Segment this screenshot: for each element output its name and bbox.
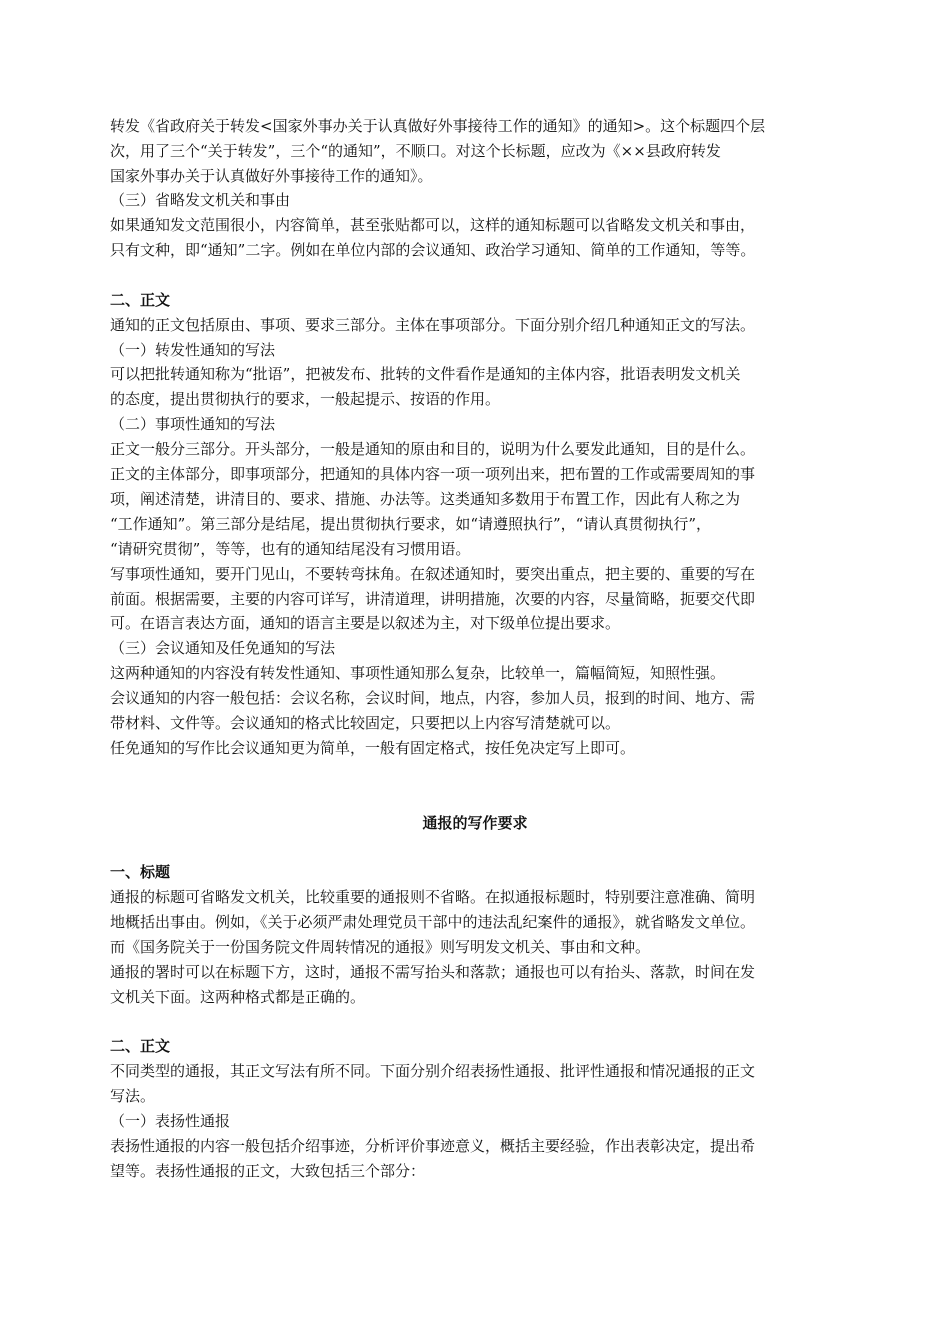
subheading: （三）省略发文机关和事由 — [110, 191, 291, 209]
section-heading: 二、正文 — [110, 291, 171, 309]
paragraph-line: 这两种通知的内容没有转发性通知、事项性通知那么复杂，比较单一，篇幅简短，知照性强。 — [110, 664, 726, 682]
paragraph-line: 通知的正文包括原由、事项、要求三部分。主体在事项部分。下面分别介绍几种通知正文的写法。 — [110, 316, 756, 334]
paragraph-line: 文机关下面。这两种格式都是正确的。 — [110, 988, 366, 1006]
subheading: （二）事项性通知的写法 — [110, 415, 276, 433]
paragraph-line: 带材料、文件等。会议通知的格式比较固定，只要把以上内容写清楚就可以。 — [110, 714, 621, 732]
paragraph-line: 可。在语言表达方面，通知的语言主要是以叙述为主，对下级单位提出要求。 — [110, 614, 621, 632]
paragraph-line: 正文一般分三部分。开头部分，一般是通知的原由和目的，说明为什么要发此通知，目的是什么。 — [110, 440, 756, 458]
paragraph-line: 次，用了三个“关于转发”，三个“的通知”，不顺口。对这个长标题，应改为《××县政府转发 — [110, 142, 721, 160]
paragraph-line: 可以把批转通知称为“批语”，把被发布、批转的文件看作是通知的主体内容，批语表明发文机关 — [110, 365, 741, 383]
paragraph-line: 不同类型的通报，其正文写法有所不同。下面分别介绍表扬性通报、批评性通报和情况通报的正文 — [110, 1062, 756, 1080]
paragraph-line: 前面。根据需要，主要的内容可详写，讲清道理，讲明措施，次要的内容，尽量简略，扼要交代即 — [110, 590, 756, 608]
paragraph-line: 项，阐述清楚，讲清目的、要求、措施、办法等。这类通知多数用于布置工作，因此有人称之为 — [110, 490, 741, 508]
paragraph-line: 如果通知发文范围很小，内容简单，甚至张贴都可以，这样的通知标题可以省略发文机关和事由， — [110, 216, 756, 234]
paragraph-line: 转发《省政府关于转发<国家外事办关于认真做好外事接待工作的通知》的通知>。这个标题四个层 — [110, 117, 766, 135]
paragraph-line: 只有文种，即“通知”二字。例如在单位内部的会议通知、政治学习通知、简单的工作通知，等等。 — [110, 241, 756, 259]
subheading: （三）会议通知及任免通知的写法 — [110, 639, 336, 657]
paragraph-line: 写事项性通知，要开门见山，不要转弯抹角。在叙述通知时，要突出重点，把主要的、重要的写在 — [110, 565, 756, 583]
paragraph-line: 正文的主体部分，即事项部分，把通知的具体内容一项一项列出来，把布置的工作或需要周知的事 — [110, 465, 756, 483]
paragraph-line: 而《国务院关于一份国务院文件周转情况的通报》则写明发文机关、事由和文种。 — [110, 938, 651, 956]
paragraph-line: 任免通知的写作比会议通知更为简单，一般有固定格式，按任免决定写上即可。 — [110, 739, 636, 757]
paragraph-line: 通报的标题可省略发文机关，比较重要的通报则不省略。在拟通报标题时，特别要注意准确、简明 — [110, 888, 756, 906]
paragraph-line: 表扬性通报的内容一般包括介绍事迹，分析评价事迹意义，概括主要经验，作出表彰决定，提出希 — [110, 1137, 756, 1155]
subheading: （一）表扬性通报 — [110, 1112, 231, 1130]
paragraph-line: 写法。 — [110, 1087, 156, 1105]
paragraph-line: 国家外事办关于认真做好外事接待工作的通知》。 — [110, 167, 433, 185]
document-title: 通报的写作要求 — [422, 814, 528, 832]
paragraph-line: “工作通知”。第三部分是结尾，提出贯彻执行要求，如“请遵照执行”，“请认真贯彻执行”， — [110, 515, 712, 533]
section-heading: 二、正文 — [110, 1037, 171, 1055]
paragraph-line: “请研究贯彻”，等等，也有的通知结尾没有习惯用语。 — [110, 540, 471, 558]
paragraph-line: 通报的署时可以在标题下方，这时，通报不需写抬头和落款；通报也可以有抬头、落款，时间在发 — [110, 963, 756, 981]
paragraph-line: 会议通知的内容一般包括：会议名称，会议时间，地点，内容，参加人员，报到的时间、地方、需 — [110, 689, 756, 707]
paragraph-line: 望等。表扬性通报的正文，大致包括三个部分： — [110, 1162, 426, 1180]
paragraph-line: 的态度，提出贯彻执行的要求，一般起提示、按语的作用。 — [110, 390, 501, 408]
subheading: （一）转发性通知的写法 — [110, 341, 276, 359]
paragraph-line: 地概括出事由。例如，《关于必须严肃处理党员干部中的违法乱纪案件的通报》，就省略发文单位。 — [110, 913, 756, 931]
section-heading: 一、标题 — [110, 863, 171, 881]
